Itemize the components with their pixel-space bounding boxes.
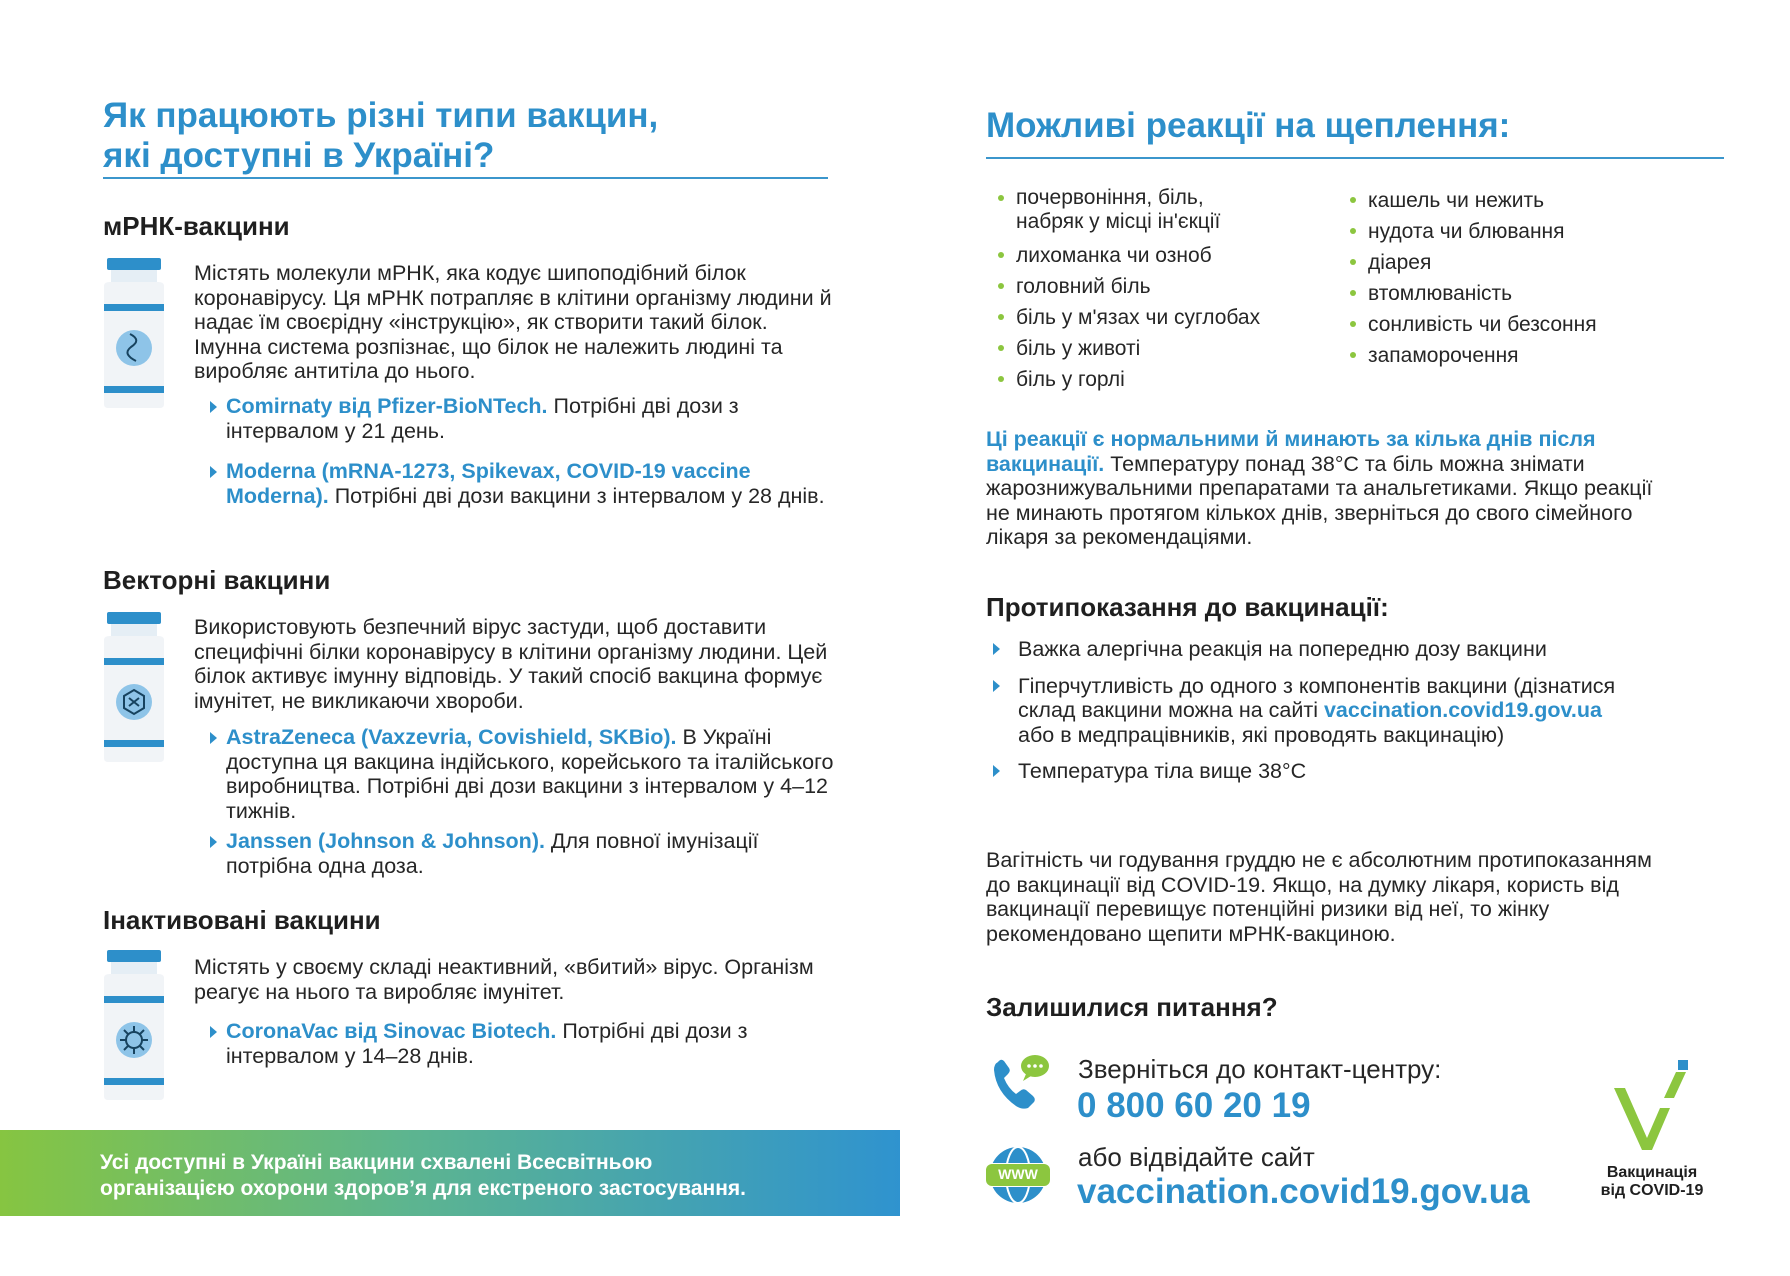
site-label: або відвідайте сайт — [1078, 1142, 1315, 1172]
reaction-text: кашель чи нежить — [1368, 189, 1545, 212]
inactivated-vial-icon — [98, 950, 170, 1105]
bullet-dot — [998, 345, 1004, 351]
list-item — [1350, 278, 1680, 309]
arrow-right-icon — [210, 836, 217, 848]
list-item — [1350, 309, 1680, 340]
comirnaty-name: Comirnaty від Pfizer-BioNTech. — [226, 394, 548, 418]
bullet-dot — [1350, 352, 1356, 358]
bullet-dot — [998, 314, 1004, 320]
phone-chat-icon — [990, 1052, 1052, 1119]
mrna-description: Містять молекули мРНК, яка кодує шипоподібний білок коронавірусу. Ця мРНК потрапляє в клітини організму людини й надає їм своєрідну «інструкцію», як створити такий білок. Імунна система розпізнає, що білок не належить людині та виробляє антитіла до нього. — [194, 261, 832, 383]
contact-label: Зверніться до контакт-центру: — [1078, 1054, 1442, 1084]
moderna-text: Потрібні дві дози вакцини з інтервалом у 28 днів. — [328, 483, 825, 508]
reactions-title: Можливі реакції на щеплення: — [986, 106, 1511, 145]
inactivated-description: Містять у своєму складі неактивний, «вбитий» вірус. Організм реагує на нього та виробляє імунітет. — [194, 955, 814, 1004]
vector-vial-icon — [98, 612, 170, 767]
list-item — [1350, 185, 1680, 216]
bullet-dot — [1350, 197, 1356, 203]
contra-text: або в медпрацівників, які проводять вакцинацію) — [1018, 722, 1505, 747]
arrow-right-icon — [210, 1026, 217, 1038]
vaccination-logo — [1600, 1058, 1700, 1163]
reactions-note — [986, 427, 1676, 550]
reactions-list-col1 — [998, 183, 1328, 395]
contraindications-list — [990, 637, 1630, 784]
banner-text — [100, 1150, 746, 1202]
arrow-right-icon — [210, 732, 217, 744]
contra-site-link[interactable]: vaccination.covid19.gov.ua — [1323, 698, 1602, 722]
left-title-line1: Як працюють різні типи вакцин, — [103, 96, 659, 135]
reactions-note-bold: Ці реакції є нормальними й минають за кілька днів після вакцинації. — [986, 427, 1596, 476]
bullet-dot — [1350, 259, 1356, 265]
reaction-text: біль у горлі — [1016, 368, 1125, 391]
janssen-text: Для повної імунізації потрібна одна доза. — [226, 829, 759, 878]
reaction-text: нудота чи блювання — [1368, 220, 1565, 243]
vector-heading: Векторні вакцини — [103, 565, 331, 595]
arrow-right-icon — [993, 643, 1000, 655]
questions-heading: Залишилися питання? — [986, 992, 1278, 1022]
logo-line2: від COVID-19 — [1600, 1182, 1704, 1199]
reaction-text: почервоніння, біль, набряк у місці ін'єкції — [1016, 186, 1221, 233]
bullet-dot — [998, 252, 1004, 258]
list-item — [998, 271, 1328, 302]
arrow-right-icon — [993, 680, 1000, 692]
mrna-heading: мРНК-вакцини — [103, 211, 290, 241]
astrazeneca-text: В Україні доступна ця вакцина індійського, корейського та італійського виробництва. Потрібні дві дози вакцини з інтервалом у 4–12 тижнів. — [226, 725, 834, 823]
moderna-name: Moderna (mRNA-1273, Spikevax, COVID-19 vaccine Moderna). — [226, 459, 751, 508]
reaction-text: сонливість чи безсоння — [1368, 313, 1597, 336]
list-item — [990, 637, 1630, 662]
logo-text — [1582, 1164, 1722, 1200]
bullet-dot — [1350, 228, 1356, 234]
banner-line1: Усі доступні в Україні вакцини схвалені Всесвітньою — [100, 1151, 653, 1174]
mrna-vial-icon — [98, 258, 170, 413]
globe-www-icon — [984, 1142, 1052, 1213]
logo-line1: Вакцинація — [1606, 1164, 1698, 1181]
pregnancy-note: Вагітність чи годування груддю не є абсолютним протипоказанням до вакцинації від COVID-19. Якщо, на думку лікаря, користь від вакцинації перевищує потенційні ризики від неї, то жінку рекомендовано щепити мРНК-вакциною. — [986, 848, 1652, 946]
list-item — [990, 674, 1630, 748]
reaction-text: головний біль — [1016, 275, 1151, 298]
list-item — [998, 333, 1328, 364]
bullet-dot — [1350, 321, 1356, 327]
reaction-text: запаморочення — [1368, 344, 1519, 367]
left-title-divider — [103, 177, 828, 179]
astrazeneca-name: AstraZeneca (Vaxzevria, Covishield, SKBio). — [226, 725, 677, 749]
who-approval-banner — [0, 1130, 900, 1216]
right-title-divider — [986, 157, 1724, 159]
banner-line2: організацією охорони здоров’я для екстреного застосування. — [100, 1177, 746, 1200]
list-item — [990, 759, 1630, 784]
list-item — [1350, 340, 1680, 371]
reactions-note-text: Температуру понад 38°C та біль можна знімати жарознижувальними препаратами та анальгетиками. Якщо реакції не минають протягом кількох днів, зверніться до свого сімейного лікаря за рекомендаціями. — [986, 451, 1653, 549]
reaction-text: втомлюваність — [1368, 282, 1513, 305]
bullet-dot — [998, 195, 1004, 201]
contra-text: Важка алергічна реакція на попередню дозу вакцини — [1018, 637, 1547, 661]
phone-number[interactable]: 0 800 60 20 19 — [1077, 1086, 1311, 1125]
mrna-vaccine-moderna — [210, 459, 826, 508]
list-item — [1350, 216, 1680, 247]
left-title-line2: які доступні в Україні? — [103, 136, 495, 175]
janssen-name: Janssen (Johnson & Johnson). — [226, 829, 545, 853]
list-item — [998, 186, 1328, 234]
vector-description: Використовують безпечний вірус застуди, щоб доставити специфічні білки коронавірусу в клітини організму людини. Цей білок активує імунну відповідь. У такий спосіб вакцина формує імунітет, не викликаючи хвороби. — [194, 615, 828, 713]
list-item — [998, 364, 1328, 395]
reactions-list-col2 — [1350, 185, 1680, 371]
reaction-text: діарея — [1368, 251, 1432, 274]
arrow-right-icon — [210, 401, 217, 413]
list-item — [998, 302, 1328, 333]
inactivated-vaccine-coronavac — [210, 1019, 826, 1068]
list-item — [1350, 247, 1680, 278]
arrow-right-icon — [210, 466, 217, 478]
bullet-dot — [998, 376, 1004, 382]
www-label: WWW — [998, 1166, 1038, 1182]
arrow-right-icon — [993, 765, 1000, 777]
vector-vaccine-astrazeneca — [210, 725, 836, 823]
coronavac-name: CoronaVac від Sinovac Biotech. — [226, 1019, 557, 1043]
site-link[interactable]: vaccination.covid19.gov.ua — [1077, 1172, 1530, 1211]
reaction-text: біль у м'язах чи суглобах — [1016, 306, 1261, 329]
left-title — [103, 96, 658, 176]
bullet-dot — [1350, 290, 1356, 296]
comirnaty-text: Потрібні дві дози з інтервалом у 21 день. — [226, 394, 739, 443]
mrna-vaccine-comirnaty — [210, 394, 826, 443]
reaction-text: біль у животі — [1016, 337, 1141, 360]
contra-text: Температура тіла вище 38°C — [1018, 759, 1307, 783]
vector-vaccine-janssen — [210, 829, 836, 878]
contraindications-heading: Протипоказання до вакцинації: — [986, 592, 1389, 622]
coronavac-text: Потрібні дві дози з інтервалом у 14–28 днів. — [226, 1019, 748, 1068]
list-item — [998, 240, 1328, 271]
bullet-dot — [998, 283, 1004, 289]
inactivated-heading: Інактивовані вакцини — [103, 905, 381, 935]
reaction-text: лихоманка чи озноб — [1016, 244, 1212, 267]
contra-text: Гіперчутливість до одного з компонентів вакцини (дізнатися склад вакцини можна на сайті — [1018, 673, 1616, 722]
